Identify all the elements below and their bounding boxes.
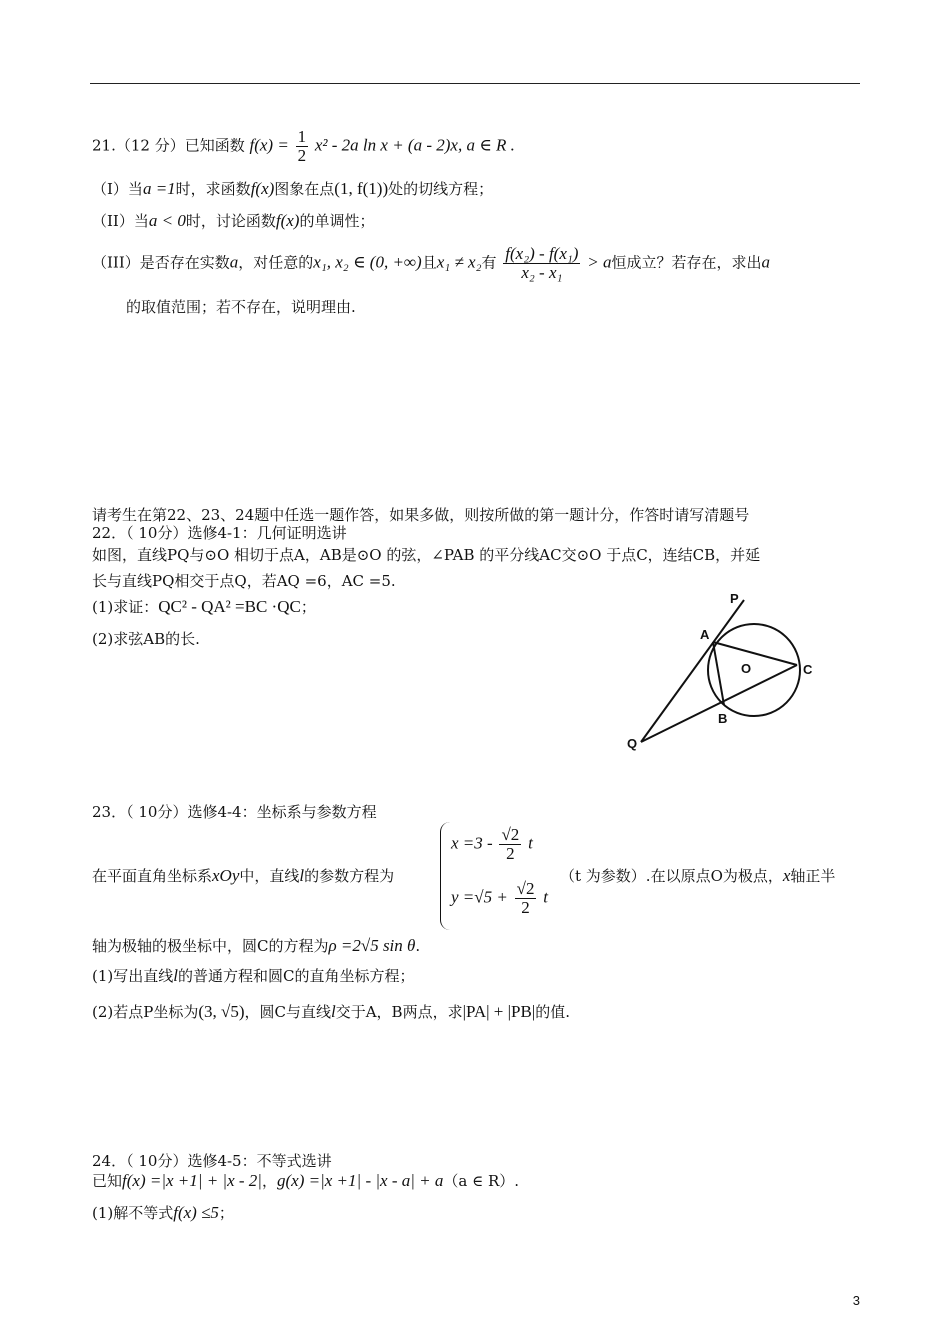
label-c: C	[803, 662, 813, 677]
q24-item-1: (1)解不等式f(x) ≤5；	[92, 1203, 234, 1222]
q22-item-2: (2)求弦AB的长.	[92, 630, 200, 648]
choose-note: 请考生在第22、23、24题中任选一题作答，如果多做，则按所做的第一题计分，作答时请写清题号	[92, 506, 750, 524]
q23-eq-x: x =3 - $\frac{√2}{2}$ t	[451, 825, 533, 863]
q22-header: 22．（ 10分）选修4-1：几何证明选讲	[92, 524, 347, 542]
q24-body: 已知f(x) =|x +1| + |x - 2|，g(x) =|x +1| - |x - a| + a（a ∈ R）.	[92, 1171, 520, 1190]
label-q: Q	[627, 736, 638, 751]
q23-eq-y: y =√5 + $\frac{√2}{2}$ t	[451, 879, 548, 917]
q22-geometry-figure	[615, 585, 855, 760]
segment-ac	[713, 642, 797, 665]
q21-header: 21.（12 分）已知函数 f(x) = $\frac{1}{2}$ x² - 2a ln x + (a - 2)x, a ∈ R .	[92, 127, 515, 165]
q23-body-2: 轴为极轴的极坐标中，圆C的方程为ρ =2√5 sin θ.	[92, 936, 421, 955]
label-o: O	[741, 661, 752, 676]
q22-body-1: 如图，直线PQ与⊙O 相切于点A，AB是⊙O 的弦，∠PAB 的平分线AC交⊙O 于点C，连结CB，并延	[92, 546, 761, 564]
header-rule	[90, 83, 860, 84]
q22-item-1: (1)求证：QC² - QA² =BC ·QC；	[92, 597, 316, 616]
q23-item-2: (2)若点P坐标为(3, √5)，圆C与直线l交于A，B两点，求|PA| + |PB|的值.	[92, 1002, 571, 1021]
label-p: P	[730, 591, 739, 606]
q21-part2: （II）当a < 0时，讨论函数f(x)的单调性；	[92, 211, 375, 230]
q23-item-1: (1)写出直线l的普通方程和圆C的直角坐标方程；	[92, 966, 415, 985]
q21-part3-cont: 的取值范围；若不存在，说明理由.	[126, 298, 356, 316]
q21-func-lhs: f(x) =	[249, 135, 289, 155]
q23-header: 23．（ 10分）选修4-4：坐标系与参数方程	[92, 803, 377, 821]
q21-part1: （I）当a =1时，求函数f(x)图象在点(1, f(1))处的切线方程；	[92, 179, 494, 198]
q23-body-1: 在平面直角坐标系xOy中，直线l的参数方程为	[92, 866, 395, 885]
q22-body-2: 长与直线PQ相交于点Q，若AQ =6，AC =5.	[92, 572, 396, 590]
label-b: B	[718, 711, 728, 726]
q21-half-fraction: $\frac{1}{2}$	[297, 127, 307, 165]
label-a: A	[700, 627, 710, 642]
q21-func-rhs: x² - 2a ln x + (a - 2)x, a ∈ R .	[314, 135, 515, 155]
q23-parametric-system	[440, 822, 556, 930]
line-pq	[641, 600, 744, 742]
q21-part3: （III）是否存在实数a，对任意的x₁, x₂ ∈ (0, +∞)且x₁ ≠ x₂有 $\frac{\text{f(x₂) - f(x₁)}}{\text{x₂ - x₁}}$ > a恒成立？若存在，求出a	[92, 244, 770, 282]
q21-difference-quotient: $\frac{\text{f(x₂) - f(x₁)}}{\text{x₂ - x₁}}$	[505, 244, 579, 282]
page-number: 3	[852, 1293, 860, 1308]
q23-param-note: （t 为参数）.在以原点O为极点，x轴正半	[560, 866, 836, 885]
q24-header: 24．（ 10分）选修4-5：不等式选讲	[92, 1152, 332, 1170]
